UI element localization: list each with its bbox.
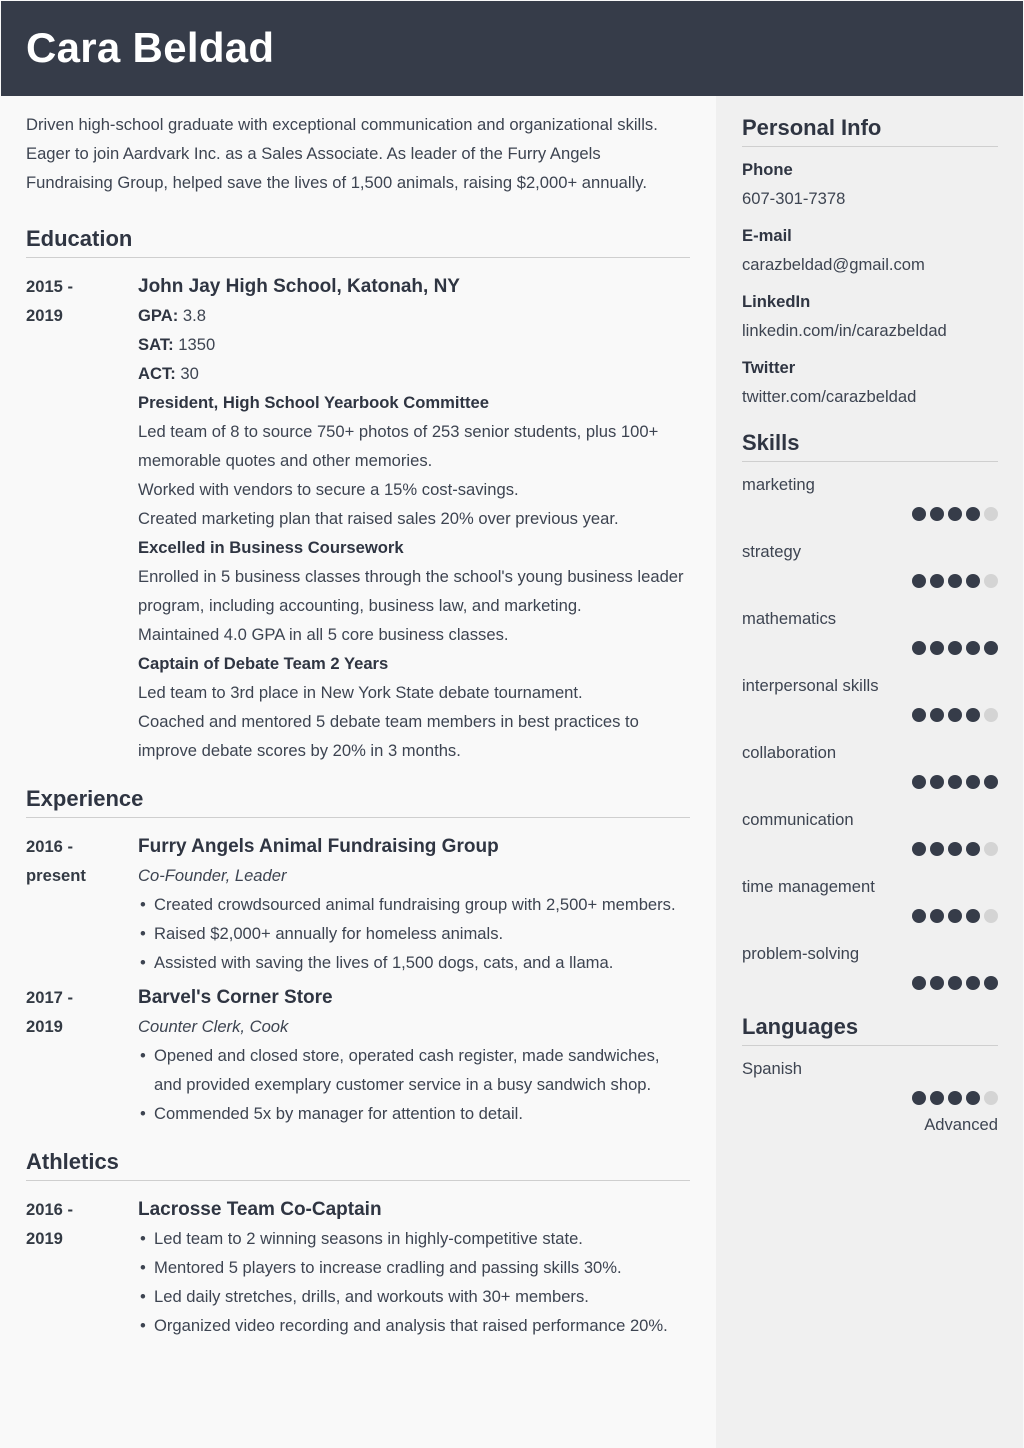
skill-rating	[742, 901, 998, 930]
skill-item	[742, 872, 998, 930]
skill-name: mathematics	[742, 609, 837, 628]
resume-header	[1, 1, 1023, 96]
activity-line: Worked with vendors to secure a 15% cost-savings.	[138, 480, 519, 499]
rating-dot-filled	[912, 976, 926, 990]
experience-entry	[26, 983, 690, 1128]
education-body	[138, 272, 690, 765]
job-bullets	[138, 1041, 690, 1128]
athletics-body	[138, 1195, 690, 1340]
rating-dot-filled	[966, 1091, 980, 1105]
date-end: 2019	[26, 1017, 63, 1036]
rating-dot-filled	[984, 976, 998, 990]
skill-item	[742, 537, 998, 595]
education-heading: Education	[26, 225, 690, 258]
email-label: E-mail	[742, 226, 792, 245]
athletics-bullet: • Led daily stretches, drills, and workouts with 30+ members.	[138, 1282, 690, 1311]
job-body	[138, 832, 690, 977]
activity-line: Enrolled in 5 business classes through the school's young business leader program, including accounting, business law, and marketing.	[138, 567, 684, 615]
rating-dot-filled	[930, 507, 944, 521]
sidebar	[716, 96, 1023, 1448]
athletics-entry	[26, 1195, 690, 1340]
activity-line: Maintained 4.0 GPA in all 5 core business classes.	[138, 625, 509, 644]
rating-dot-empty	[984, 574, 998, 588]
skill-rating	[742, 633, 998, 662]
skill-name: communication	[742, 810, 854, 829]
date-end: 2019	[26, 306, 63, 325]
rating-dot-empty	[984, 708, 998, 722]
skill-rating	[742, 499, 998, 528]
rating-dot-empty	[984, 842, 998, 856]
experience-section	[26, 785, 690, 1128]
language-level: Advanced	[924, 1115, 998, 1134]
languages-section	[742, 1013, 998, 1138]
main-column	[26, 110, 690, 1340]
skill-rating	[742, 700, 998, 729]
rating-dot-filled	[948, 842, 962, 856]
rating-dot-filled	[948, 641, 962, 655]
rating-dot-filled	[948, 775, 962, 789]
summary-text: Driven high-school graduate with exceptional communication and organizational skills. Eager to join Aardvark Inc. as a Sales Associate. As leader of the Furry Angels Fundraising Group, helped save the lives of 1,500 animals, raising $2,000+ annually.	[26, 115, 658, 192]
skill-rating	[742, 566, 998, 595]
rating-dot-filled	[948, 1091, 962, 1105]
skill-item	[742, 939, 998, 997]
job-bullet: • Assisted with saving the lives of 1,500 dogs, cats, and a llama.	[138, 948, 690, 977]
rating-dot-filled	[966, 842, 980, 856]
phone-label: Phone	[742, 160, 793, 179]
skill-item	[742, 738, 998, 796]
skill-item	[742, 805, 998, 863]
skill-name: collaboration	[742, 743, 837, 762]
rating-dot-filled	[948, 909, 962, 923]
date-start: 2017 -	[26, 988, 74, 1007]
rating-dot-filled	[912, 1091, 926, 1105]
job-organization: Furry Angels Animal Fundraising Group	[138, 836, 499, 857]
athletics-title: Lacrosse Team Co-Captain	[138, 1199, 382, 1220]
job-role: Co-Founder, Leader	[138, 866, 287, 885]
rating-dot-filled	[966, 574, 980, 588]
rating-dot-filled	[984, 775, 998, 789]
activity-line: Led team of 8 to source 750+ photos of 253 senior students, plus 100+ memorable quotes and other memories.	[138, 422, 659, 470]
rating-dot-filled	[966, 909, 980, 923]
activity-line: Coached and mentored 5 debate team members in best practices to improve debate scores by 20% in 3 months.	[138, 712, 639, 760]
rating-dot-filled	[930, 775, 944, 789]
date-start: 2015 -	[26, 277, 74, 296]
twitter-label: Twitter	[742, 358, 796, 377]
date-end: present	[26, 866, 86, 885]
skill-item	[742, 671, 998, 729]
activity-line: Led team to 3rd place in New York State debate tournament.	[138, 683, 583, 702]
rating-dot-filled	[930, 909, 944, 923]
skills-heading: Skills	[742, 429, 998, 462]
skill-rating	[742, 834, 998, 863]
athletics-bullet: • Organized video recording and analysis that raised performance 20%.	[138, 1311, 690, 1340]
rating-dot-empty	[984, 507, 998, 521]
rating-dot-filled	[984, 641, 998, 655]
education-dates	[26, 272, 138, 765]
job-bullets	[138, 890, 690, 977]
phone-value: 607-301-7378	[742, 189, 846, 208]
rating-dot-filled	[930, 842, 944, 856]
rating-dot-empty	[984, 909, 998, 923]
language-rating	[742, 1083, 998, 1112]
rating-dot-filled	[912, 574, 926, 588]
date-start: 2016 -	[26, 1200, 74, 1219]
personal-info-heading: Personal Info	[742, 114, 998, 147]
gpa-value: 3.8	[178, 306, 206, 325]
rating-dot-filled	[930, 976, 944, 990]
job-bullet: • Raised $2,000+ annually for homeless animals.	[138, 919, 690, 948]
sidebar-content	[742, 114, 998, 1147]
rating-dot-filled	[948, 574, 962, 588]
rating-dot-filled	[912, 909, 926, 923]
skill-name: interpersonal skills	[742, 676, 879, 695]
personal-info-section	[742, 114, 998, 411]
education-entry	[26, 272, 690, 765]
linkedin-value: linkedin.com/in/carazbeldad	[742, 321, 947, 340]
skills-list	[742, 470, 998, 997]
sat-line	[138, 330, 690, 359]
rating-dot-empty	[984, 1091, 998, 1105]
rating-dot-filled	[948, 708, 962, 722]
school-name: John Jay High School, Katonah, NY	[138, 276, 460, 297]
email-value: carazbeldad@gmail.com	[742, 255, 925, 274]
athletics-bullet: • Mentored 5 players to increase cradling and passing skills 30%.	[138, 1253, 690, 1282]
athletics-section	[26, 1148, 690, 1340]
rating-dot-filled	[930, 708, 944, 722]
rating-dot-filled	[912, 641, 926, 655]
job-dates	[26, 832, 138, 977]
language-item	[742, 1054, 998, 1138]
rating-dot-filled	[930, 574, 944, 588]
gpa-line	[138, 301, 690, 330]
job-organization: Barvel's Corner Store	[138, 987, 333, 1008]
education-section	[26, 225, 690, 765]
rating-dot-filled	[966, 507, 980, 521]
rating-dot-filled	[930, 1091, 944, 1105]
rating-dot-filled	[966, 708, 980, 722]
rating-dot-filled	[948, 507, 962, 521]
job-bullet: • Commended 5x by manager for attention to detail.	[138, 1099, 690, 1128]
skill-name: time management	[742, 877, 875, 896]
rating-dot-filled	[912, 842, 926, 856]
act-label: ACT:	[138, 364, 176, 383]
job-dates	[26, 983, 138, 1128]
languages-heading: Languages	[742, 1013, 998, 1046]
athletics-heading: Athletics	[26, 1148, 690, 1181]
skill-name: marketing	[742, 475, 815, 494]
activity-title: Captain of Debate Team 2 Years	[138, 654, 389, 673]
job-body	[138, 983, 690, 1128]
date-start: 2016 -	[26, 837, 74, 856]
athletics-bullet: • Led team to 2 winning seasons in highly-competitive state.	[138, 1224, 690, 1253]
athletics-dates	[26, 1195, 138, 1340]
experience-heading: Experience	[26, 785, 690, 818]
rating-dot-filled	[912, 708, 926, 722]
gpa-label: GPA:	[138, 306, 179, 325]
skill-item	[742, 470, 998, 528]
skill-item	[742, 604, 998, 662]
job-bullet: • Opened and closed store, operated cash register, made sandwiches, and provided exemplary customer service in a busy sandwich shop.	[138, 1041, 690, 1099]
job-role: Counter Clerk, Cook	[138, 1017, 289, 1036]
skill-rating	[742, 968, 998, 997]
experience-entry	[26, 832, 690, 977]
sat-label: SAT:	[138, 335, 174, 354]
activity-line: Created marketing plan that raised sales 20% over previous year.	[138, 509, 619, 528]
linkedin-label: LinkedIn	[742, 292, 811, 311]
rating-dot-filled	[912, 775, 926, 789]
rating-dot-filled	[930, 641, 944, 655]
candidate-name: Cara Beldad	[26, 24, 275, 71]
rating-dot-filled	[966, 641, 980, 655]
athletics-bullets	[138, 1224, 690, 1340]
twitter-value: twitter.com/carazbeldad	[742, 387, 917, 406]
skill-name: strategy	[742, 542, 802, 561]
language-name: Spanish	[742, 1059, 802, 1078]
skill-name: problem-solving	[742, 944, 860, 963]
rating-dot-filled	[948, 976, 962, 990]
sat-value: 1350	[173, 335, 216, 354]
job-bullet: • Created crowdsourced animal fundraising group with 2,500+ members.	[138, 890, 690, 919]
rating-dot-filled	[966, 775, 980, 789]
date-end: 2019	[26, 1229, 63, 1248]
rating-dot-filled	[966, 976, 980, 990]
skill-rating	[742, 767, 998, 796]
rating-dot-filled	[912, 507, 926, 521]
skills-section	[742, 429, 998, 997]
act-line	[138, 359, 690, 388]
act-value: 30	[175, 364, 199, 383]
activity-title: President, High School Yearbook Committee	[138, 393, 490, 412]
activity-title: Excelled in Business Coursework	[138, 538, 404, 557]
